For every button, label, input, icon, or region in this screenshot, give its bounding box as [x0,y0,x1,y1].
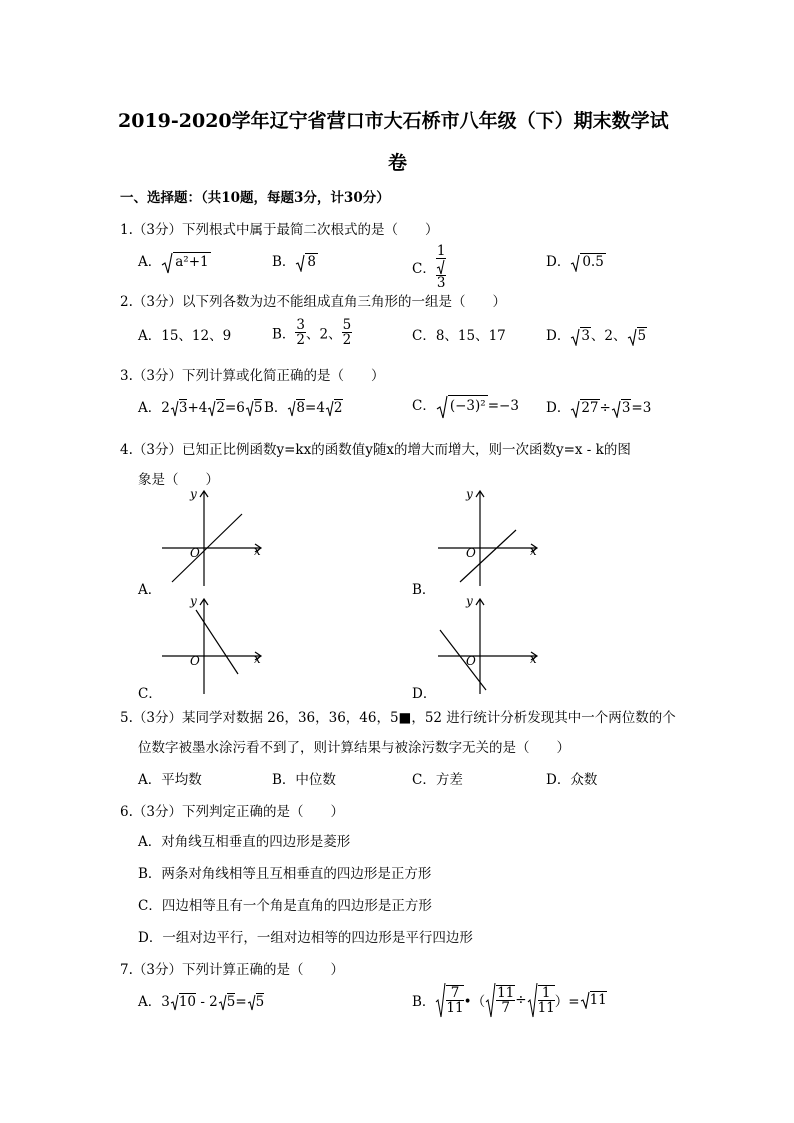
sqrt-symbol [325,400,334,417]
q3-option-d: D． 27÷ 3=3 [546,400,652,416]
sqrt-symbol [436,259,447,275]
q7-option-b: B． $\frac{7}{11}$ •（ $\frac{11}{7}$ ÷ $\frac{1}{11}$ ）= 11 [412,982,607,1018]
graph-b-y-label: y [466,487,473,501]
question-6-stem: 6.（3分）下列判定正确的是（ ） [120,804,344,820]
q4-option-d: D． [412,686,437,702]
q5-option-c: C．方差 [412,772,463,788]
question-2-stem: 2.（3分）以下列各数为边不能组成直角三角形的一组是（ ） [120,294,506,310]
q3-option-b: B． 8=4 2 [264,400,343,416]
q7-option-a: A．3 10 - 2 5= 5 [138,994,265,1010]
question-1-stem: 1.（3分）下列根式中属于最简二次根式的是（ ） [120,222,439,238]
q5-option-d: D．众数 [546,772,598,788]
sqrt-symbol [570,254,580,272]
graph-d-y-label: y [466,594,473,608]
graph-a-y-label: y [190,487,197,501]
q1-option-d: D． 0.5 [546,254,604,270]
q5-option-a: A．平均数 [138,772,202,788]
q1-option-c: C． $\frac{1}{3}$ [412,243,446,292]
q3-option-c: C． (−3)² =−3 [412,394,519,419]
sqrt-symbol [295,254,305,272]
sqrt-symbol [436,395,448,419]
graph-a-origin-label: O [190,546,200,560]
sqrt-symbol [287,400,296,417]
q6-option-c: C．四边相等且有一个角是直角的四边形是正方形 [138,898,432,914]
graph-b-x-label: x [530,544,537,558]
graph-d-origin-label: O [466,654,476,668]
q2-option-a: A．15、12、9 [138,328,232,344]
graph-c [158,594,268,696]
q1-option-b: B． 8 [272,254,317,270]
sqrt-symbol [247,994,256,1011]
graph-c-x-label: x [254,652,261,666]
sqrt-symbol [570,328,580,346]
sqrt-symbol [170,400,179,417]
question-3-stem: 3.（3分）下列计算或化简正确的是（ ） [120,368,385,384]
q3-option-a: A．2 3+4 2=6 5 [138,400,263,416]
question-4-stem-continued: 象是（ ） [138,472,219,488]
sqrt-symbol [245,400,254,417]
question-5-stem-continued: 位数字被墨水涂污看不到了，则计算结果与被涂污数字无关的是（ ） [138,740,570,756]
page-title-continued: 卷 [388,152,408,174]
question-7-stem: 7.（3分）下列计算正确的是（ ） [120,962,344,978]
q6-option-a: A．对角线互相垂直的四边形是菱形 [138,834,351,850]
sqrt-symbol [485,982,496,1018]
q2-option-b: B． $\frac{3}{2}$ 、2、 $\frac{5}{2}$ [272,317,352,349]
graph-c-origin-label: O [190,654,200,668]
graph-a-x-label: x [254,544,261,558]
graph-a [158,486,268,588]
question-5-stem: 5.（3分）某同学对数据 26，36，36，46，5■，52 进行统计分析发现其中一个两位数的个 [120,710,676,726]
q4-option-a: A． [138,582,162,598]
q6-option-b: B．两条对角线相等且互相垂直的四边形是正方形 [138,866,432,882]
q4-option-c: C． [138,686,162,702]
question-4-stem: 4.（3分）已知正比例函数y=kx的函数值y随x的增大而增大，则一次函数y=x - k的图 [120,442,631,458]
q1-option-a: A． a²+1 [138,250,211,274]
sqrt-symbol [170,994,179,1011]
sqrt-symbol [627,328,637,346]
sqrt-symbol [161,252,173,274]
page-title: 2019-2020学年辽宁省营口市大石桥市八年级（下）期末数学试 [118,110,669,132]
sqrt-symbol [207,400,216,417]
graph-b [434,486,544,588]
q5-option-b: B．中位数 [272,772,336,788]
q6-option-d: D．一组对边平行，一组对边相等的四边形是平行四边形 [138,930,473,946]
sqrt-symbol [435,982,446,1018]
q4-option-b: B． [412,582,436,598]
graph-c-y-label: y [190,594,197,608]
q2-option-c: C．8、15、17 [412,328,506,344]
sqrt-symbol [527,982,538,1018]
sqrt-symbol [570,400,580,418]
sqrt-symbol [611,400,621,418]
sqrt-symbol [218,994,227,1011]
graph-d-x-label: x [530,652,537,666]
section-heading: 一、选择题：（共10题，每题3分，计30分） [120,190,390,206]
q2-option-d: D． 3、2、 5 [546,328,647,344]
graph-b-origin-label: O [466,546,476,560]
graph-d [434,594,544,696]
sqrt-symbol [580,991,590,1009]
